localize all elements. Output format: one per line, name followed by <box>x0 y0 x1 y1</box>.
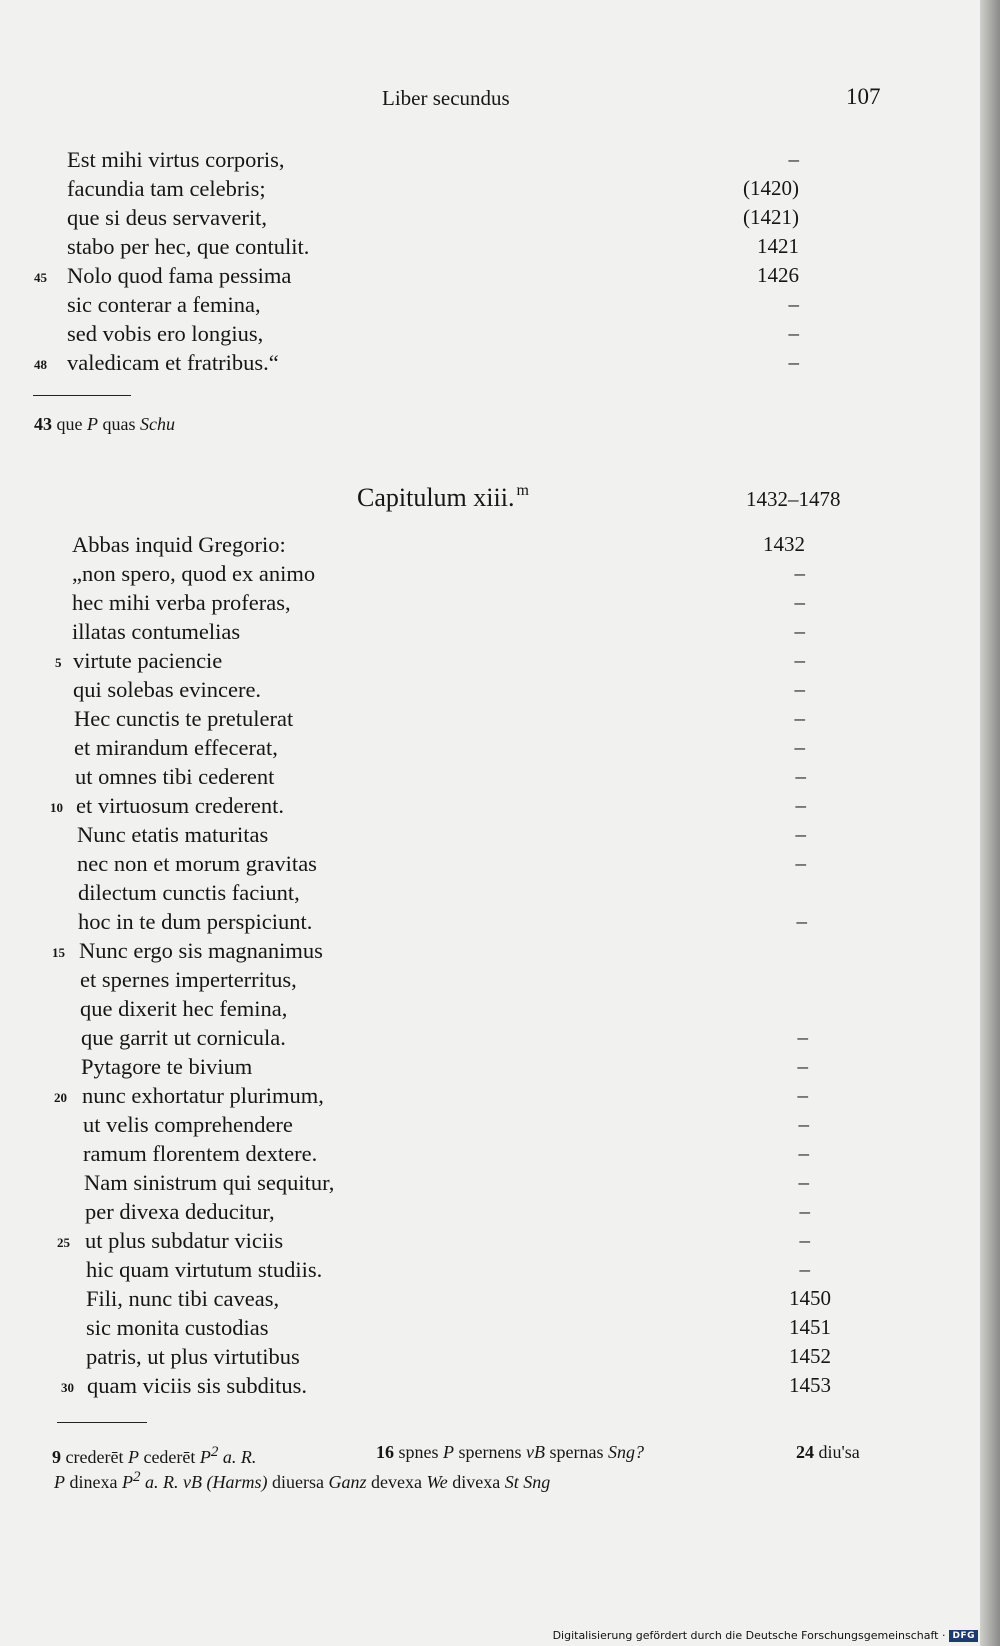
verse-line: ramum florentem dextere. <box>83 1141 318 1166</box>
page-number: 107 <box>846 84 881 109</box>
verse-line: stabo per hec, que contulit. <box>67 234 310 259</box>
verse-reference: – <box>799 1228 810 1252</box>
verse-line: Nam sinistrum qui sequitur, <box>84 1170 335 1195</box>
verse-line: facundia tam celebris; <box>67 176 266 201</box>
note-variant: diuersa <box>271 1472 324 1492</box>
note-siglum: $P^2$ <box>121 1469 141 1492</box>
verse-reference: – <box>794 590 805 614</box>
running-header: Liber secundus <box>382 86 510 110</box>
note-variant: dinexa <box>69 1472 118 1492</box>
chapter-range: 1432–1478 <box>746 487 841 511</box>
verse-line: Hec cunctis te pretulerat <box>74 706 294 731</box>
verse-reference: – <box>788 321 799 345</box>
verse-reference: 1452 <box>789 1344 831 1368</box>
line-number: 25 <box>57 1235 70 1250</box>
verse-line: Nunc etatis maturitas <box>77 822 269 847</box>
verse-reference: – <box>799 1199 810 1223</box>
note-variant: devexa <box>370 1472 422 1492</box>
note-variant: quas <box>102 414 136 434</box>
book-edge-shadow <box>980 0 1000 1646</box>
line-number: 45 <box>34 270 47 285</box>
note-line-number: 9 <box>52 1447 61 1467</box>
verse-line: Est mihi virtus corporis, <box>67 147 285 172</box>
verse-reference: – <box>794 648 805 672</box>
verse-reference: – <box>788 147 799 171</box>
note-siglum: a. R. <box>222 1447 257 1467</box>
verse-reference: – <box>795 764 806 788</box>
verse-reference: – <box>797 1083 808 1107</box>
apparatus-note-24 <box>796 1440 860 1464</box>
note-siglum: a. R. vB (Harms) <box>144 1472 268 1492</box>
verse-reference: 1432 <box>763 532 805 556</box>
verse-line: ut omnes tibi cederent <box>75 764 275 789</box>
verse-line: nec non et morum gravitas <box>77 851 317 876</box>
chapter-title <box>357 482 529 513</box>
verse-line: et mirandum effecerat, <box>74 735 278 760</box>
funding-footer <box>553 1629 978 1642</box>
note-line-number: 16 <box>376 1442 394 1462</box>
note-siglum: P <box>54 1472 65 1492</box>
line-number: 20 <box>54 1090 67 1105</box>
verse-line: Nolo quod fama pessima <box>67 263 292 288</box>
funding-text: Digitalisierung gefördert durch die Deutsche Forschungsgemeinschaft · <box>552 1629 946 1642</box>
verse-reference: 1451 <box>789 1315 831 1339</box>
verse-line: valedicam et fratribus.“ <box>67 350 279 375</box>
note-lemma: spnes <box>398 1442 439 1462</box>
footnote-rule <box>57 1422 147 1423</box>
chapter-title-text: Capitulum xiii. <box>357 483 515 512</box>
verse-line: que dixerit hec femina, <box>80 996 288 1021</box>
verse-reference: – <box>798 1170 809 1194</box>
note-siglum: vB <box>525 1442 545 1462</box>
line-number: 30 <box>61 1380 74 1395</box>
line-number: 5 <box>55 655 62 670</box>
verse-line: ut plus subdatur viciis <box>85 1228 284 1253</box>
apparatus-note-24-cont <box>54 1465 550 1494</box>
verse-line: dilectum cunctis faciunt, <box>78 880 300 905</box>
verse-reference: – <box>796 909 807 933</box>
note-lemma: diu'sa <box>818 1442 860 1462</box>
line-number: 10 <box>50 800 63 815</box>
verse-reference: (1420) <box>743 176 799 200</box>
line-number: 15 <box>52 945 65 960</box>
verse-reference: – <box>794 677 805 701</box>
verse-reference: 1426 <box>757 263 799 287</box>
note-line-number: 43 <box>34 414 52 434</box>
verse-reference: – <box>794 561 805 585</box>
verse-reference: 1453 <box>789 1373 831 1397</box>
verse-line: Nunc ergo sis magnanimus <box>79 938 323 963</box>
apparatus-note <box>34 412 175 436</box>
verse-line: virtute paciencie <box>73 648 223 673</box>
verse-line: nunc exhortatur plurimum, <box>82 1083 324 1108</box>
verse-reference: – <box>788 292 799 316</box>
verse-line: que si deus servaverit, <box>67 205 267 230</box>
verse-line: patris, ut plus virtutibus <box>86 1344 300 1369</box>
verse-line: sed vobis ero longius, <box>67 321 264 346</box>
verse-reference: – <box>794 706 805 730</box>
verse-line: hec mihi verba proferas, <box>72 590 291 615</box>
note-siglum: Ganz <box>328 1472 367 1492</box>
verse-line: et virtuosum crederent. <box>76 793 285 818</box>
line-number: 48 <box>34 357 47 372</box>
note-siglum: P <box>127 1447 139 1467</box>
verse-reference: – <box>797 1025 808 1049</box>
verse-line: Abbas inquid Gregorio: <box>72 532 286 557</box>
note-siglum: P <box>87 414 98 434</box>
verse-line: Pytagore te bivium <box>81 1054 253 1079</box>
verse-line: „non spero, quod ex animo <box>72 561 316 586</box>
verse-line: qui solebas evincere. <box>73 677 262 702</box>
verse-line: Fili, nunc tibi caveas, <box>86 1286 280 1311</box>
note-siglum: Schu <box>140 414 175 434</box>
note-siglum: $P^2$ <box>199 1444 219 1467</box>
chapter-superscript: m <box>516 482 529 499</box>
verse-line: et spernes imperterritus, <box>80 967 297 992</box>
verse-reference: – <box>795 822 806 846</box>
verse-reference: – <box>795 851 806 875</box>
verse-line: sic monita custodias <box>86 1315 269 1340</box>
note-lemma: que <box>56 414 83 434</box>
dfg-logo: DFG <box>949 1630 978 1642</box>
verse-line: hoc in te dum perspiciunt. <box>78 909 313 934</box>
note-variant: spernens <box>458 1442 522 1462</box>
verse-line: ut velis comprehendere <box>83 1112 293 1137</box>
note-siglum: Sng? <box>607 1442 644 1462</box>
apparatus-note-16 <box>376 1440 644 1464</box>
verse-line: sic conterar a femina, <box>67 292 261 317</box>
verse-reference: 1421 <box>757 234 799 258</box>
note-line-number: 24 <box>796 1442 814 1462</box>
verse-line: que garrit ut cornicula. <box>81 1025 286 1050</box>
note-variant: spernas <box>549 1442 604 1462</box>
note-siglum: St Sng <box>504 1472 551 1492</box>
note-variant: cederēt <box>143 1447 196 1467</box>
verse-reference: – <box>799 1257 810 1281</box>
footnote-rule <box>33 395 131 396</box>
verse-reference: – <box>797 1054 808 1078</box>
note-variant: divexa <box>452 1472 501 1492</box>
verse-reference: – <box>794 619 805 643</box>
note-siglum: P <box>443 1442 454 1462</box>
verse-line: hic quam virtutum studiis. <box>86 1257 323 1282</box>
verse-line: quam viciis sis subditus. <box>87 1373 308 1398</box>
verse-line: per divexa deducitur, <box>85 1199 275 1224</box>
note-siglum: We <box>426 1472 448 1492</box>
verse-reference: – <box>798 1112 809 1136</box>
verse-reference: – <box>788 350 799 374</box>
verse-reference: – <box>794 735 805 759</box>
verse-reference: – <box>798 1141 809 1165</box>
verse-reference: (1421) <box>743 205 799 229</box>
note-lemma: crederēt <box>65 1447 124 1467</box>
verse-reference: – <box>795 793 806 817</box>
verse-line: illatas contumelias <box>72 619 241 644</box>
verse-reference: 1450 <box>789 1286 831 1310</box>
